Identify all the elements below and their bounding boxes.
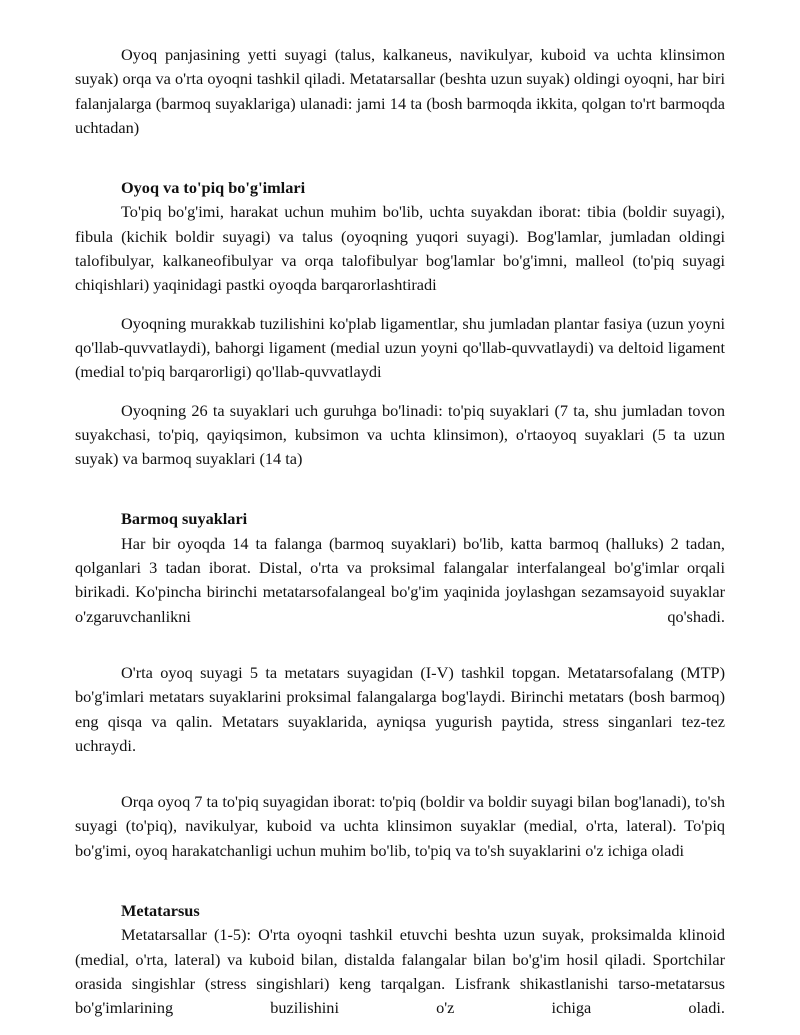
heading-joints: Oyoq va to'piq bo'g'imlari <box>121 178 306 198</box>
spacer <box>75 140 725 176</box>
heading-phalanges: Barmoq suyaklari <box>121 509 248 529</box>
spacer <box>75 298 725 312</box>
spacer <box>75 385 725 399</box>
document-page <box>75 43 725 1021</box>
paragraph-ankle-joint: To'piq bo'g'imi, harakat uchun muhim bo'lib, uchta suyakdan iborat: tibia (boldir suyagi), fibula (kichik boldir suyagi) va talus (oyoqning yuqori suyagi). Bog'lamlar, jumladan oldingi talofibulyar, kalkaneofibulyar va orqa talofibulyar bog'lamlar bo'g'imni, malleol (to'piq suyagi chiqishlari) yaqinidagi pastki oyoqda barqarorlashtiradi <box>75 202 725 295</box>
paragraph-phalanges: Har bir oyoqda 14 ta falanga (barmoq suyaklari) bo'lib, katta barmoq (halluks) 2 tadan, qolganlari 3 tadan iborat. Distal, o'rta va proksimal falangalar interfalangeal bo'g'imlar orqali birikadi. Ko'pincha birinchi metatarsofalangeal bo'g'im yaqinida joylashgan sezamsayoid suyaklar o'zgaruvchanlikni qo'shadi. <box>75 533 725 626</box>
heading-metatarsus: Metatarsus <box>121 901 200 921</box>
paragraph-midfoot: O'rta oyoq suyagi 5 ta metatars suyagidan (I-V) tashkil topgan. Metatarsofalang (MTP) bo'g'imlari metatars suyaklarini proksimal falangalarga bog'laydi. Birinchi metatars (bosh barmoq) eng qisqa va qalin. Metatars suyaklarida, ayniqsa yugurish paytida, stress singanlari tez-tez uchraydi. <box>75 662 725 755</box>
paragraph-ligaments: Oyoqning murakkab tuzilishini ko'plab ligamentlar, shu jumladan plantar fasiya (uzun yoyni qo'llab-quvvatlaydi), bahorgi ligament (medial uzun yoyni qo'llab-quvvatlaydi) va deltoid ligament (medial to'piq barqarorligi) qo'llab-quvvatlaydi <box>75 313 725 382</box>
spacer <box>75 471 725 507</box>
paragraph-bone-groups: Oyoqning 26 ta suyaklari uch guruhga bo'linadi: to'piq suyaklari (7 ta, shu jumladan tovon suyakchasi, to'piq, qayiqsimon, kubsimon va uchta klinsimon), o'rtaoyoq suyaklari (5 ta uzun suyak) va barmoq suyaklari (14 ta) <box>75 400 725 469</box>
spacer <box>75 863 725 899</box>
spacer <box>75 629 725 661</box>
paragraph-hindfoot: Orqa oyoq 7 ta to'piq suyagidan iborat: to'piq (boldir va boldir suyagi bilan bog'lanadi), to'sh suyagi (to'piq), navikulyar, kuboid va uchta klinsimon suyaklar (medial, o'rta, lateral). To'piq bo'g'imi, oyoq harakatchanligi uchun muhim bo'lib, to'piq va to'sh suyaklarini o'z ichiga oladi <box>75 792 725 860</box>
paragraph-metatarsus: Metatarsallar (1-5): O'rta oyoqni tashkil etuvchi beshta uzun suyak, proksimalda klinoid (medial, o'rta, lateral) va kuboid bilan, distalda falangalar bilan bo'g'im hosil qiladi. Sportchilar orasida singishlar (stress singishlari) keng tarqalgan. Lisfrank shikastlanishi tarso-metatarsus bo'g'imlarining buzilishini o'z ichiga oladi. <box>75 925 725 1018</box>
spacer <box>75 758 725 790</box>
paragraph-foot-bones: Oyoq panjasining yetti suyagi (talus, kalkaneus, navikulyar, kuboid va uchta klinsimon suyak) orqa va o'rta oyoqni tashkil qiladi. Metatarsallar (beshta uzun suyak) oldingi oyoqni, har biri falanjalarga (barmoq suyaklariga) ulanadi: jami 14 ta (bosh barmoqda ikkita, qolgan to'rt barmoqda uchtadan) <box>75 45 725 137</box>
